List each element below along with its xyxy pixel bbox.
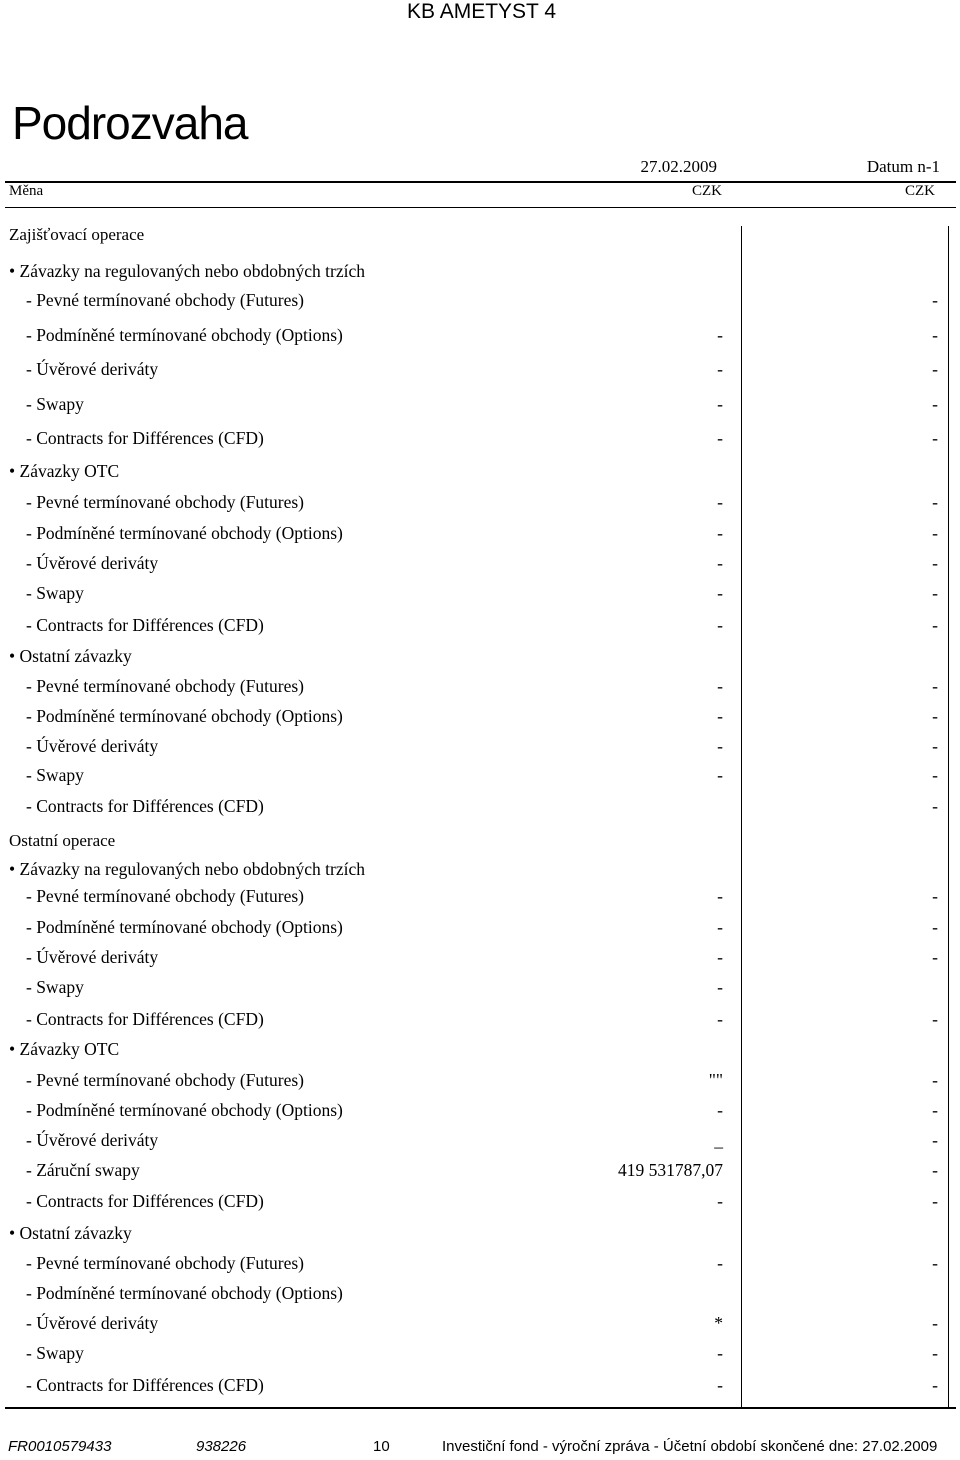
value-current: - — [717, 428, 723, 448]
value-current: - — [717, 1343, 723, 1363]
table-row — [0, 705, 960, 727]
group-row — [0, 858, 960, 880]
value-current: - — [717, 765, 723, 785]
table-row — [0, 675, 960, 697]
value-current: - — [717, 583, 723, 603]
value-current: - — [717, 706, 723, 726]
value-current: - — [717, 947, 723, 967]
row-label: - Contracts for Différences (CFD) — [26, 1191, 264, 1211]
value-current: - — [717, 1375, 723, 1395]
row-label: - Úvěrové deriváty — [26, 359, 159, 379]
value-current: - — [717, 1253, 723, 1273]
value-current: - — [717, 676, 723, 696]
table-row — [0, 358, 960, 380]
row-label: - Podmíněné termínované obchody (Options) — [26, 1100, 343, 1120]
value-previous: - — [932, 1009, 938, 1029]
value-previous: - — [932, 428, 938, 448]
table-bottom-rule — [5, 1407, 956, 1409]
table-row — [0, 1129, 960, 1151]
row-label: - Pevné termínované obchody (Futures) — [26, 492, 304, 512]
value-current: 419 531787,07 — [618, 1160, 723, 1180]
row-label: - Contracts for Différences (CFD) — [26, 1375, 264, 1395]
value-current: - — [717, 325, 723, 345]
value-previous: - — [932, 290, 938, 310]
value-previous: - — [932, 736, 938, 756]
value-previous: - — [932, 917, 938, 937]
row-label: - Pevné termínované obchody (Futures) — [26, 1070, 304, 1090]
row-label: - Swapy — [26, 765, 84, 785]
value-current: - — [717, 977, 723, 997]
value-previous: - — [932, 394, 938, 414]
footer-report-text: Investiční fond - výroční zpráva - Účetní období skončené dne: 27.02.2009 — [442, 1438, 938, 1455]
section-row — [0, 830, 960, 852]
row-label: - Podmíněné termínované obchody (Options) — [26, 1283, 343, 1303]
currency-label: Měna — [9, 183, 44, 199]
footer-fund-number: 938226 — [196, 1438, 247, 1455]
value-previous: - — [932, 706, 938, 726]
row-label: Zajišťovací operace — [9, 225, 145, 244]
value-previous: - — [932, 676, 938, 696]
row-label: - Pevné termínované obchody (Futures) — [26, 886, 304, 906]
currency-column-1: CZK — [692, 183, 722, 199]
row-label: - Podmíněné termínované obchody (Options) — [26, 706, 343, 726]
value-previous: - — [932, 1253, 938, 1273]
value-previous: - — [932, 1130, 938, 1150]
currency-column-2: CZK — [905, 183, 935, 199]
value-previous: - — [932, 359, 938, 379]
value-current: - — [717, 736, 723, 756]
value-previous: - — [932, 1375, 938, 1395]
row-label: Ostatní operace — [9, 831, 116, 850]
table-row — [0, 614, 960, 636]
group-row — [0, 460, 960, 482]
row-label: - Contracts for Différences (CFD) — [26, 796, 264, 816]
row-label: • Závazky na regulovaných nebo obdobných trzích — [9, 859, 365, 879]
value-current: - — [717, 1100, 723, 1120]
value-previous: - — [932, 583, 938, 603]
table-row — [0, 522, 960, 544]
page-title: Podrozvaha — [12, 97, 248, 149]
table-row — [0, 1282, 960, 1304]
table-row — [0, 1312, 960, 1334]
row-label: • Závazky na regulovaných nebo obdobných trzích — [9, 261, 365, 281]
table-row — [0, 1159, 960, 1181]
row-label: - Podmíněné termínované obchody (Options) — [26, 523, 343, 543]
table-row — [0, 552, 960, 574]
value-current: - — [717, 492, 723, 512]
section-row — [0, 224, 960, 246]
group-row — [0, 260, 960, 282]
table-row — [0, 324, 960, 346]
value-previous: - — [932, 1070, 938, 1090]
row-label: - Úvěrové deriváty — [26, 947, 159, 967]
row-label: - Úvěrové deriváty — [26, 1130, 159, 1150]
value-previous: - — [932, 615, 938, 635]
row-label: - Podmíněné termínované obchody (Options) — [26, 917, 343, 937]
row-label: - Swapy — [26, 394, 84, 414]
value-current: * — [714, 1313, 723, 1333]
table-row — [0, 764, 960, 786]
value-previous: - — [932, 492, 938, 512]
value-current: - — [717, 615, 723, 635]
row-label: - Pevné termínované obchody (Futures) — [26, 676, 304, 696]
table-row — [0, 1069, 960, 1091]
value-current: - — [717, 394, 723, 414]
value-current: _ — [714, 1130, 723, 1150]
row-label: - Contracts for Différences (CFD) — [26, 615, 264, 635]
footer-page-number: 10 — [373, 1438, 390, 1455]
column-header-previous: Datum n-1 — [866, 157, 940, 176]
value-previous: - — [932, 1160, 938, 1180]
row-label: - Swapy — [26, 1343, 84, 1363]
group-row — [0, 1038, 960, 1060]
value-current: "" — [708, 1070, 723, 1090]
value-previous: - — [932, 947, 938, 967]
table-row — [0, 289, 960, 311]
column-header-date: 27.02.2009 — [640, 157, 717, 176]
table-row — [0, 1099, 960, 1121]
value-current: - — [717, 523, 723, 543]
value-current: - — [717, 359, 723, 379]
table-row — [0, 885, 960, 907]
table-row — [0, 1190, 960, 1212]
row-label: - Úvěrové deriváty — [26, 736, 159, 756]
row-label: - Swapy — [26, 977, 84, 997]
value-previous: - — [932, 325, 938, 345]
row-label: - Záruční swapy — [26, 1160, 140, 1180]
value-previous: - — [932, 1191, 938, 1211]
table-row — [0, 916, 960, 938]
value-current: - — [717, 886, 723, 906]
table-row — [0, 1008, 960, 1030]
table-row — [0, 795, 960, 817]
group-row — [0, 1222, 960, 1244]
value-previous: - — [932, 1100, 938, 1120]
page-footer — [0, 1438, 960, 1460]
value-current: - — [717, 1009, 723, 1029]
table-row — [0, 582, 960, 604]
document-header: KB AMETYST 4 — [407, 0, 556, 23]
table-row — [0, 393, 960, 415]
table-row — [0, 946, 960, 968]
value-previous: - — [932, 1343, 938, 1363]
value-previous: - — [932, 1313, 938, 1333]
table-row — [0, 1252, 960, 1274]
footer-fund-code: FR0010579433 — [8, 1438, 112, 1455]
table-row — [0, 1342, 960, 1364]
row-label: - Contracts for Différences (CFD) — [26, 428, 264, 448]
value-previous: - — [932, 553, 938, 573]
group-row — [0, 645, 960, 667]
table-row — [0, 1374, 960, 1396]
row-label: - Swapy — [26, 583, 84, 603]
value-previous: - — [932, 796, 938, 816]
row-label: - Úvěrové deriváty — [26, 1313, 159, 1333]
value-previous: - — [932, 886, 938, 906]
value-previous: - — [932, 765, 938, 785]
value-current: - — [717, 917, 723, 937]
table-row — [0, 491, 960, 513]
value-current: - — [717, 1191, 723, 1211]
row-label: • Ostatní závazky — [9, 1223, 132, 1243]
row-label: - Podmíněné termínované obchody (Options) — [26, 325, 343, 345]
table-row — [0, 735, 960, 757]
row-label: - Contracts for Différences (CFD) — [26, 1009, 264, 1029]
row-label: • Závazky OTC — [9, 1039, 120, 1059]
row-label: - Úvěrové deriváty — [26, 553, 159, 573]
row-label: • Závazky OTC — [9, 461, 120, 481]
value-previous: - — [932, 523, 938, 543]
table-row — [0, 427, 960, 449]
row-label: - Pevné termínované obchody (Futures) — [26, 1253, 304, 1273]
row-label: • Ostatní závazky — [9, 646, 132, 666]
row-label: - Pevné termínované obchody (Futures) — [26, 290, 304, 310]
value-current: - — [717, 553, 723, 573]
table-row — [0, 976, 960, 998]
